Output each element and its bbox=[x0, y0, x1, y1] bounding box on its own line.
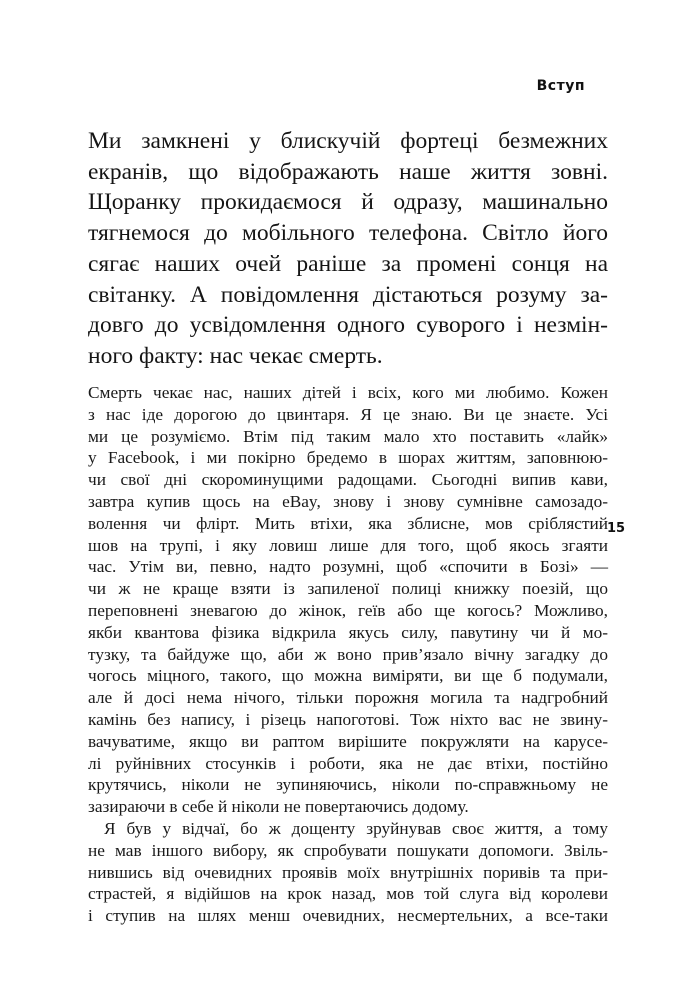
text-line: час. Утім ви, певно, надто розумні, щоб «спочити в Бозі» — bbox=[88, 557, 608, 577]
text-line: волення чи флірт. Мить втіхи, яка зблисне, мов сріблястий bbox=[88, 513, 608, 533]
text-line: завтра купив щось на eBay, знову і знову сумнівне самозадо- bbox=[88, 491, 608, 511]
text-line: камінь без напису, і різець напоготові. Тож ніхто вас не звину- bbox=[88, 709, 608, 729]
text-line: з нас іде дорогою до цвинтаря. Я це знаю. Ви це знаєте. Усі bbox=[88, 404, 608, 424]
lead-paragraph bbox=[88, 126, 608, 372]
text-line: лі руйнівних стосунків і роботи, яка не дає втіхи, постійно bbox=[88, 753, 608, 773]
paragraph-2 bbox=[88, 818, 608, 927]
text-line: тузку, та байдуже що, аби ж воно прив’язало вічну загадку до bbox=[88, 644, 608, 664]
text-line: у Facebook, і ми покірно бредемо в шорах життям, заповнюю- bbox=[88, 448, 608, 468]
lead-line: ного факту: нас чекає смерть. bbox=[88, 342, 383, 369]
paragraph-1 bbox=[88, 382, 608, 818]
lead-line: Ми замкнені у блискучій фортеці безмежних bbox=[88, 128, 608, 154]
text-line: але й досі нема нічого, тільки порожня могила та надгробний bbox=[88, 688, 608, 708]
text-line: якби квантова фізика відкрила якусь силу, павутину чи й мо- bbox=[88, 622, 608, 642]
text-line: і ступив на шлях менш очевидних, несмертельних, а все-таки bbox=[88, 906, 608, 926]
lead-line: світанку. А повідомлення дістаються розуму за- bbox=[88, 281, 608, 308]
lead-line: сягає наших очей раніше за промені сонця на bbox=[88, 250, 608, 277]
text-line: чи ж не краще взяти із запиленої полиці книжку поезій, що bbox=[88, 579, 608, 599]
text-line: нившись від очевидних проявів моїх внутрішніх поривів та при- bbox=[88, 862, 608, 882]
text-line: Я був у відчаї, бо ж дощенту зруйнував своє життя, а тому bbox=[104, 818, 608, 838]
lead-line: екранів, що відображають наше життя зовні. bbox=[88, 158, 608, 185]
text-line: крутячись, ніколи не зупиняючись, ніколи по-справжньому не bbox=[88, 775, 608, 795]
lead-line: тягнемося до мобільного телефона. Світло його bbox=[88, 220, 608, 247]
page-number: 15 bbox=[607, 521, 626, 536]
text-line: вачуватиме, якщо ви раптом вирішите покружляти на карусе- bbox=[88, 731, 608, 751]
running-head: Вступ bbox=[536, 78, 585, 94]
text-line: ми це розуміємо. Втім під таким мало хто поставить «лайк» bbox=[88, 426, 608, 446]
text-line: страстей, я відійшов на крок назад, мов той слуга від королеви bbox=[88, 884, 608, 904]
lead-line: довго до усвідомлення одного суворого і незмін- bbox=[88, 312, 608, 339]
text-line: не мав іншого вибору, як спробувати пошукати допомоги. Звіль- bbox=[88, 840, 608, 860]
text-line: чогось міцного, такого, що можна виміряти, ви ще б подумали, bbox=[88, 666, 608, 686]
text-line: шов на трупі, і яку ловиш лише для того, щоб якось згаяти bbox=[88, 535, 608, 555]
text-line: зазираючи в себе й ніколи не повертаючись додому. bbox=[88, 797, 469, 817]
body-text bbox=[88, 382, 608, 927]
text-line: чи свої дні скороминущими радощами. Сьогодні випив кави, bbox=[88, 470, 608, 490]
text-line: Смерть чекає нас, наших дітей і всіх, кого ми любимо. Кожен bbox=[88, 383, 608, 402]
text-line: переповнені зневагою до жінок, геїв або ще когось? Можливо, bbox=[88, 600, 608, 620]
lead-line: Щоранку прокидаємося й одразу, машинально bbox=[88, 189, 608, 216]
